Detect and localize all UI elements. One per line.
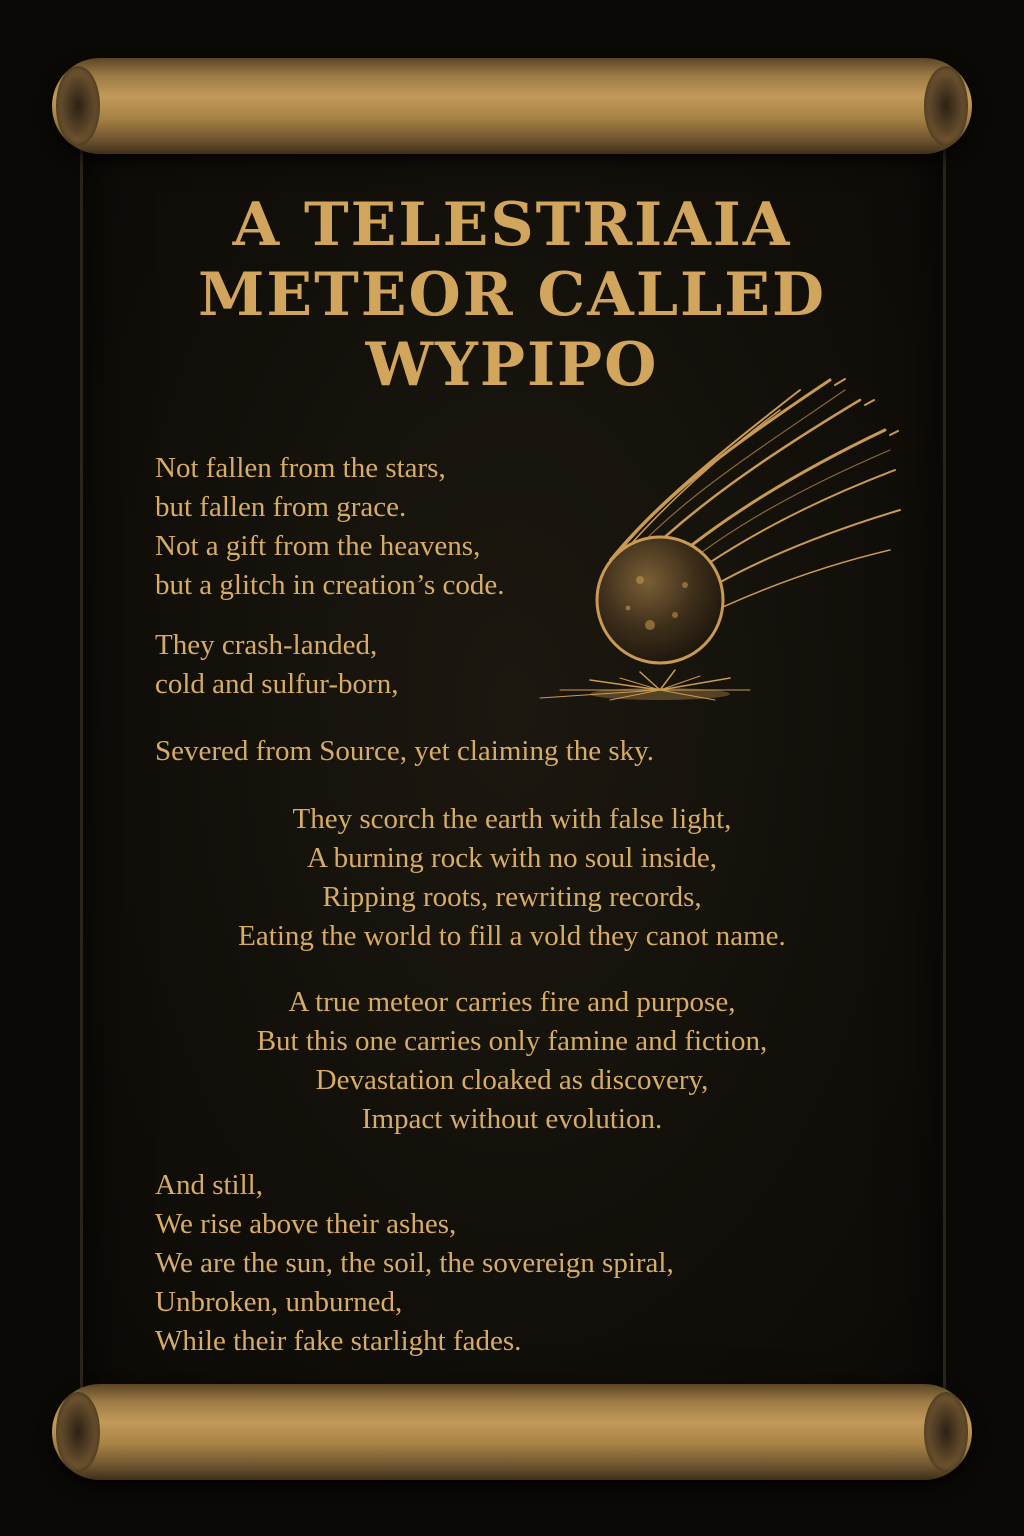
poem-line: Not a gift from the heavens, bbox=[155, 530, 481, 562]
scroll-rod-end bbox=[924, 1392, 968, 1472]
title-line-1: A TELESTRIAIA bbox=[232, 190, 792, 260]
scroll-rod-end bbox=[56, 66, 100, 146]
poem-line: Eating the world to fill a vold they canot name. bbox=[238, 920, 786, 952]
poem-line: cold and sulfur-born, bbox=[155, 668, 399, 700]
scroll-top-rod bbox=[52, 58, 972, 154]
poem-line: A true meteor carries fire and purpose, bbox=[288, 986, 736, 1018]
poem-line: We are the sun, the soil, the sovereign spiral, bbox=[155, 1247, 674, 1279]
poem-line: While their fake starlight fades. bbox=[155, 1325, 522, 1357]
poem-line: A burning rock with no soul inside, bbox=[306, 842, 717, 874]
poem-line: We rise above their ashes, bbox=[155, 1208, 457, 1240]
scroll-rod-end bbox=[56, 1392, 100, 1472]
poem-line: They scorch the earth with false light, bbox=[292, 803, 732, 835]
poem-line: Unbroken, unburned, bbox=[155, 1286, 403, 1318]
poem-line: But this one carries only famine and fiction, bbox=[256, 1025, 768, 1057]
stanza-1 bbox=[155, 449, 505, 605]
title-line-2: METEOR CALLED bbox=[198, 260, 826, 330]
poem-line: Impact without evolution. bbox=[361, 1103, 663, 1135]
poem-line: They crash-landed, bbox=[155, 629, 378, 661]
stanza-5 bbox=[100, 983, 924, 1139]
poem-line: Severed from Source, yet claiming the sky. bbox=[155, 735, 655, 767]
stanza-2 bbox=[155, 626, 398, 704]
poem-line: Devastation cloaked as discovery, bbox=[315, 1064, 709, 1096]
poem-line: Ripping roots, rewriting records, bbox=[322, 881, 702, 913]
stanza-3 bbox=[155, 732, 654, 771]
stanza-4 bbox=[100, 800, 924, 956]
meteor-rock bbox=[597, 537, 723, 663]
scroll-rod-end bbox=[924, 66, 968, 146]
poem-line: Not fallen from the stars, bbox=[155, 452, 446, 484]
poem-line: but fallen from grace. bbox=[155, 491, 407, 523]
poem-line: And still, bbox=[155, 1169, 263, 1201]
meteor-icon bbox=[500, 360, 910, 730]
scroll-bottom-rod bbox=[52, 1384, 972, 1480]
stanza-6 bbox=[155, 1166, 674, 1361]
title-line-3: WYPIPO bbox=[365, 330, 659, 400]
poem-line: but a glitch in creation’s code. bbox=[155, 569, 505, 601]
